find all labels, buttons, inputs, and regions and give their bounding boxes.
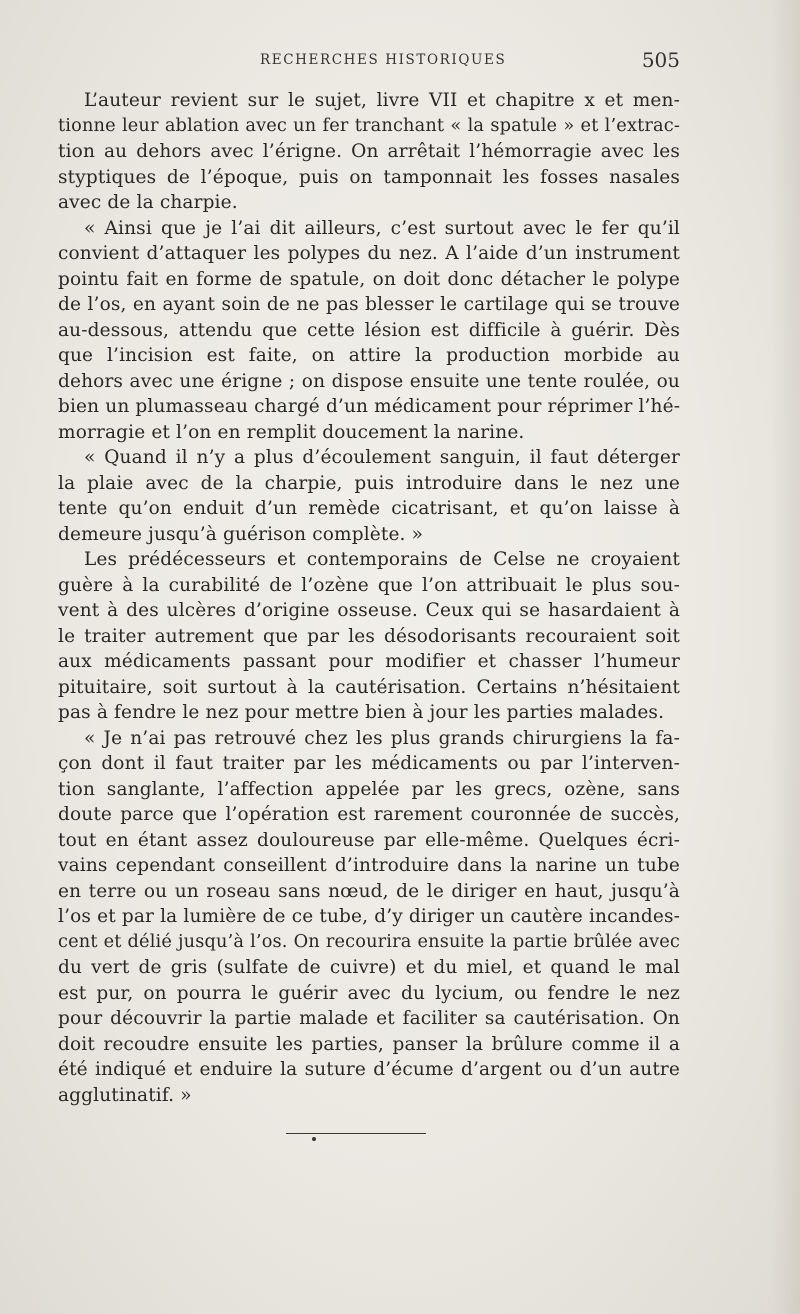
text-line: agglutinatif. » — [58, 1084, 192, 1106]
text-line: est pur, on pourra le guérir avec du lycium, ou fendre le nez — [58, 982, 680, 1004]
text-line: doit recoudre ensuite les parties, panser la brûlure comme il a — [58, 1033, 680, 1055]
text-line: vent à des ulcères d’origine osseuse. Ceux qui se hasardaient à — [58, 600, 680, 621]
text-line: la plaie avec de la charpie, puis introduire dans le nez une — [58, 472, 680, 494]
section-divider — [286, 1133, 426, 1134]
text-line: pour découvrir la partie malade et faciliter sa cautérisation. On — [58, 1008, 680, 1029]
text-line: de l’os, en ayant soin de ne pas blesser le cartilage qui se trouve — [58, 294, 680, 315]
text-line: doute parce que l’opération est rarement couronnée de succès, — [58, 804, 680, 825]
text-line: « Quand il n’y a plus d’écoulement sanguin, il faut déterger — [84, 447, 680, 468]
text-line: en terre ou un roseau sans nœud, de le diriger en haut, jusqu’à — [58, 880, 680, 902]
running-title: RECHERCHES HISTORIQUES — [260, 52, 507, 68]
text-line: tion au dehors avec l’érigne. On arrêtait l’hémorragie avec les — [58, 141, 680, 162]
text-line: dehors avec une érigne ; on dispose ensuite une tente roulée, ou — [58, 370, 680, 392]
text-line: avec de la charpie. — [58, 192, 238, 213]
page-header — [58, 48, 680, 76]
text-line: été indiqué et enduire la suture d’écume d’argent ou d’un autre — [58, 1059, 680, 1080]
text-line: demeure jusqu’à guérison complète. » — [58, 523, 424, 545]
text-line: pituitaire, soit surtout à la cautérisation. Certains n’hésitaient — [58, 676, 680, 698]
text-line: çon dont il faut traiter par les médicaments ou par l’interven- — [58, 753, 680, 774]
text-line: pas à fendre le nez pour mettre bien à jour les parties malades. — [58, 702, 665, 723]
text-line: le traiter autrement que par les désodorisants recouraient soit — [58, 625, 680, 647]
text-line: styptiques de l’époque, puis on tamponnait les fosses nasales — [58, 166, 680, 188]
page-edge-shadow — [770, 0, 800, 1314]
text-line: « Je n’ai pas retrouvé chez les plus grands chirurgiens la fa- — [84, 727, 680, 749]
text-line: cent et délié jusqu’à l’os. On recourira ensuite la partie brûlée avec — [58, 931, 680, 952]
text-line: bien un plumasseau chargé d’un médicament pour réprimer l’hé- — [58, 396, 681, 417]
divider-dot — [312, 1137, 316, 1141]
text-line: morragie et l’on en remplit doucement la narine. — [58, 421, 525, 443]
text-line: tion sanglante, l’affection appelée par les grecs, ozène, sans — [58, 778, 680, 800]
text-line: au-dessous, attendu que cette lésion est difficile à guérir. Dès — [58, 319, 680, 341]
text-line: tente qu’on enduit d’un remède cicatrisant, et qu’on laisse à — [58, 498, 680, 519]
text-line: que l’incision est faite, on attire la production morbide au — [58, 345, 680, 366]
text-line: tionne leur ablation avec un fer tranchant « la spatule » et l’extrac- — [58, 115, 680, 136]
text-line: du vert de gris (sulfate de cuivre) et du miel, et quand le mal — [58, 957, 680, 978]
text-line: Les prédécesseurs et contemporains de Celse ne croyaient — [84, 549, 680, 570]
text-line: l’os et par la lumière de ce tube, d’y diriger un cautère incandes- — [58, 906, 680, 927]
text-line: pointu fait en forme de spatule, on doit donc détacher le polype — [58, 268, 680, 290]
page-number: 505 — [641, 48, 680, 72]
text-line: guère à la curabilité de l’ozène que l’on attribuait le plus sou- — [58, 574, 680, 596]
text-line: vains cependant conseillent d’introduire dans la narine un tube — [58, 855, 680, 876]
text-line: « Ainsi que je l’ai dit ailleurs, c’est surtout avec le fer qu’il — [84, 217, 680, 239]
body-text — [58, 88, 680, 1108]
text-line: aux médicaments passant pour modifier et chasser l’humeur — [58, 651, 680, 672]
text-line: tout en étant assez douloureuse par elle-même. Quelques écri- — [58, 829, 680, 851]
text-line: L’auteur revient sur le sujet, livre VII et chapitre x et men- — [84, 90, 680, 111]
text-line: convient d’attaquer les polypes du nez. A l’aide d’un instrument — [58, 243, 680, 264]
